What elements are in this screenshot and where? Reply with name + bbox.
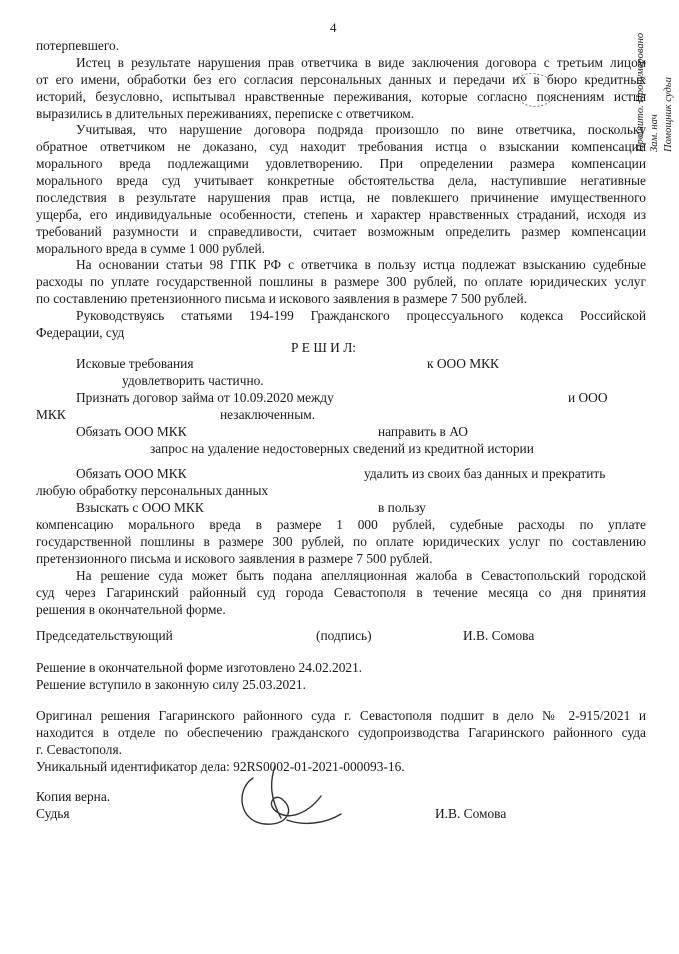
text-line: и ООО — [568, 390, 608, 405]
handwritten-signature — [225, 760, 355, 840]
text-line: от его имени, обработки без его согласия персональных данных и передачи их в бюро кредитных — [36, 72, 646, 87]
text-line: Исковые требования — [76, 356, 194, 371]
text-line: МКК — [36, 407, 66, 422]
text-line: Федерации, суд — [36, 325, 125, 340]
text-line: решения в окончательной форме. — [36, 602, 226, 617]
text-line: незаключенным. — [220, 407, 316, 422]
text-line: г. Севастополя. — [36, 742, 122, 757]
text-line: историй, безусловно, испытывал нравственные переживания, которые согласно пояснениям истца — [36, 89, 646, 104]
text-line: расходы по уплате государственной пошлины в размере 300 рублей, по оплате юридических услуг — [36, 274, 646, 289]
stamp-trace — [505, 60, 565, 120]
text-line: Оригинал решения Гагаринского районного суда г. Севастополя подшит в дело № 2-915/2021 и — [36, 708, 646, 723]
judge-label: Судья — [36, 806, 70, 821]
text-line: по составлению претензионного письма и искового заявления в размере 7 500 рублей. — [36, 291, 527, 306]
copy-certified: Копия верна. — [36, 789, 111, 804]
text-line: находится в отделе по обеспечению гражданского судопроизводства Гагаринского районного суда — [36, 725, 646, 740]
text-line: Обязать ООО МКК — [76, 466, 187, 481]
text-line: компенсацию морального вреда в размере 1 000 рублей, судебные расходы по уплате — [36, 517, 646, 532]
unique-identifier: Уникальный идентификатор дела: 92RS0002-01-2021-000093-16. — [36, 759, 405, 774]
text-line: На основании статьи 98 ГПК РФ с ответчика в пользу истца подлежат взысканию судебные — [76, 257, 646, 272]
text-line: в пользу — [378, 500, 426, 515]
text-line: удовлетворить частично. — [122, 373, 264, 388]
text-line: к ООО МКК — [427, 356, 499, 371]
text-line: потерпевшего. — [36, 38, 120, 53]
text-line: претензионного письма и искового заявления в размере 7 500 рублей. — [36, 551, 433, 566]
text-line: Истец в результате нарушения прав ответчика в виде заключения договора с третьим лицом — [76, 55, 646, 70]
text-line: выразились в длительных переживаниях, переписке с ответчиком. — [36, 106, 415, 121]
text-line: Решение в окончательной форме изготовлено 24.02.2021. — [36, 660, 363, 675]
judge-name-signature: И.В. Сомова — [435, 806, 507, 821]
text-line: Учитывая, что нарушение договора подряда произошло по вине ответчика, поскольку — [76, 122, 646, 137]
side-stamp-line-2: Зам. нач — [649, 114, 660, 152]
side-stamp-line-1: Прошито. Пронумеровано — [635, 32, 646, 152]
text-line: суд через Гагаринский районный суд города Севастополя в течение месяца со дня принятия — [36, 585, 646, 600]
text-line: Решение вступило в законную силу 25.03.2021. — [36, 677, 306, 692]
judge-name: И.В. Сомова — [463, 628, 535, 643]
text-line: удалить из своих баз данных и прекратить — [364, 466, 606, 481]
text-line: любую обработку персональных данных — [36, 483, 269, 498]
text-line: Признать договор займа от 10.09.2020 между — [76, 390, 334, 405]
text-line: морального вреда в сумме 1 000 рублей. — [36, 241, 265, 256]
page-number: 4 — [330, 20, 337, 35]
text-line: запрос на удаление недостоверных сведений из кредитной истории — [150, 441, 534, 456]
text-line: ущерба, его индивидуальные особенности, степень и характер нравственных страданий, исходя из — [36, 207, 646, 222]
text-line: обратное ответчиком не доказано, суд находит требования истца о взыскании компенсации — [36, 139, 646, 154]
side-stamp-line-3: Помощник судьи — [663, 77, 674, 152]
text-line: требований разумности и справедливости, считает возможным определить размер компенсации — [36, 224, 646, 239]
text-line: государственной пошлины в размере 300 рублей, по оплате юридических услуг по составлению — [36, 534, 646, 549]
text-line: Руководствуясь статьями 194-199 Гражданского процессуального кодекса Российской — [76, 308, 646, 323]
text-line: направить в АО — [378, 424, 468, 439]
text-line: последствия в результате нарушения прав истца, не повлекшего причинение имущественного — [36, 190, 646, 205]
text-line: Взыскать с ООО МКК — [76, 500, 204, 515]
presiding-judge-label: Председательствующий — [36, 628, 173, 643]
decision-heading: Р Е Ш И Л: — [291, 340, 356, 355]
text-line: На решение суда может быть подана апелляционная жалоба в Севастопольский городской — [76, 568, 646, 583]
text-line: морального вреда суд учитывает конкретные обстоятельства дела, наступившие негативные — [36, 173, 646, 188]
text-line: морального вреда подлежащими удовлетворению. При определении размера компенсации — [36, 156, 646, 171]
signature-placeholder: (подпись) — [316, 628, 372, 643]
text-line: Обязать ООО МКК — [76, 424, 187, 439]
